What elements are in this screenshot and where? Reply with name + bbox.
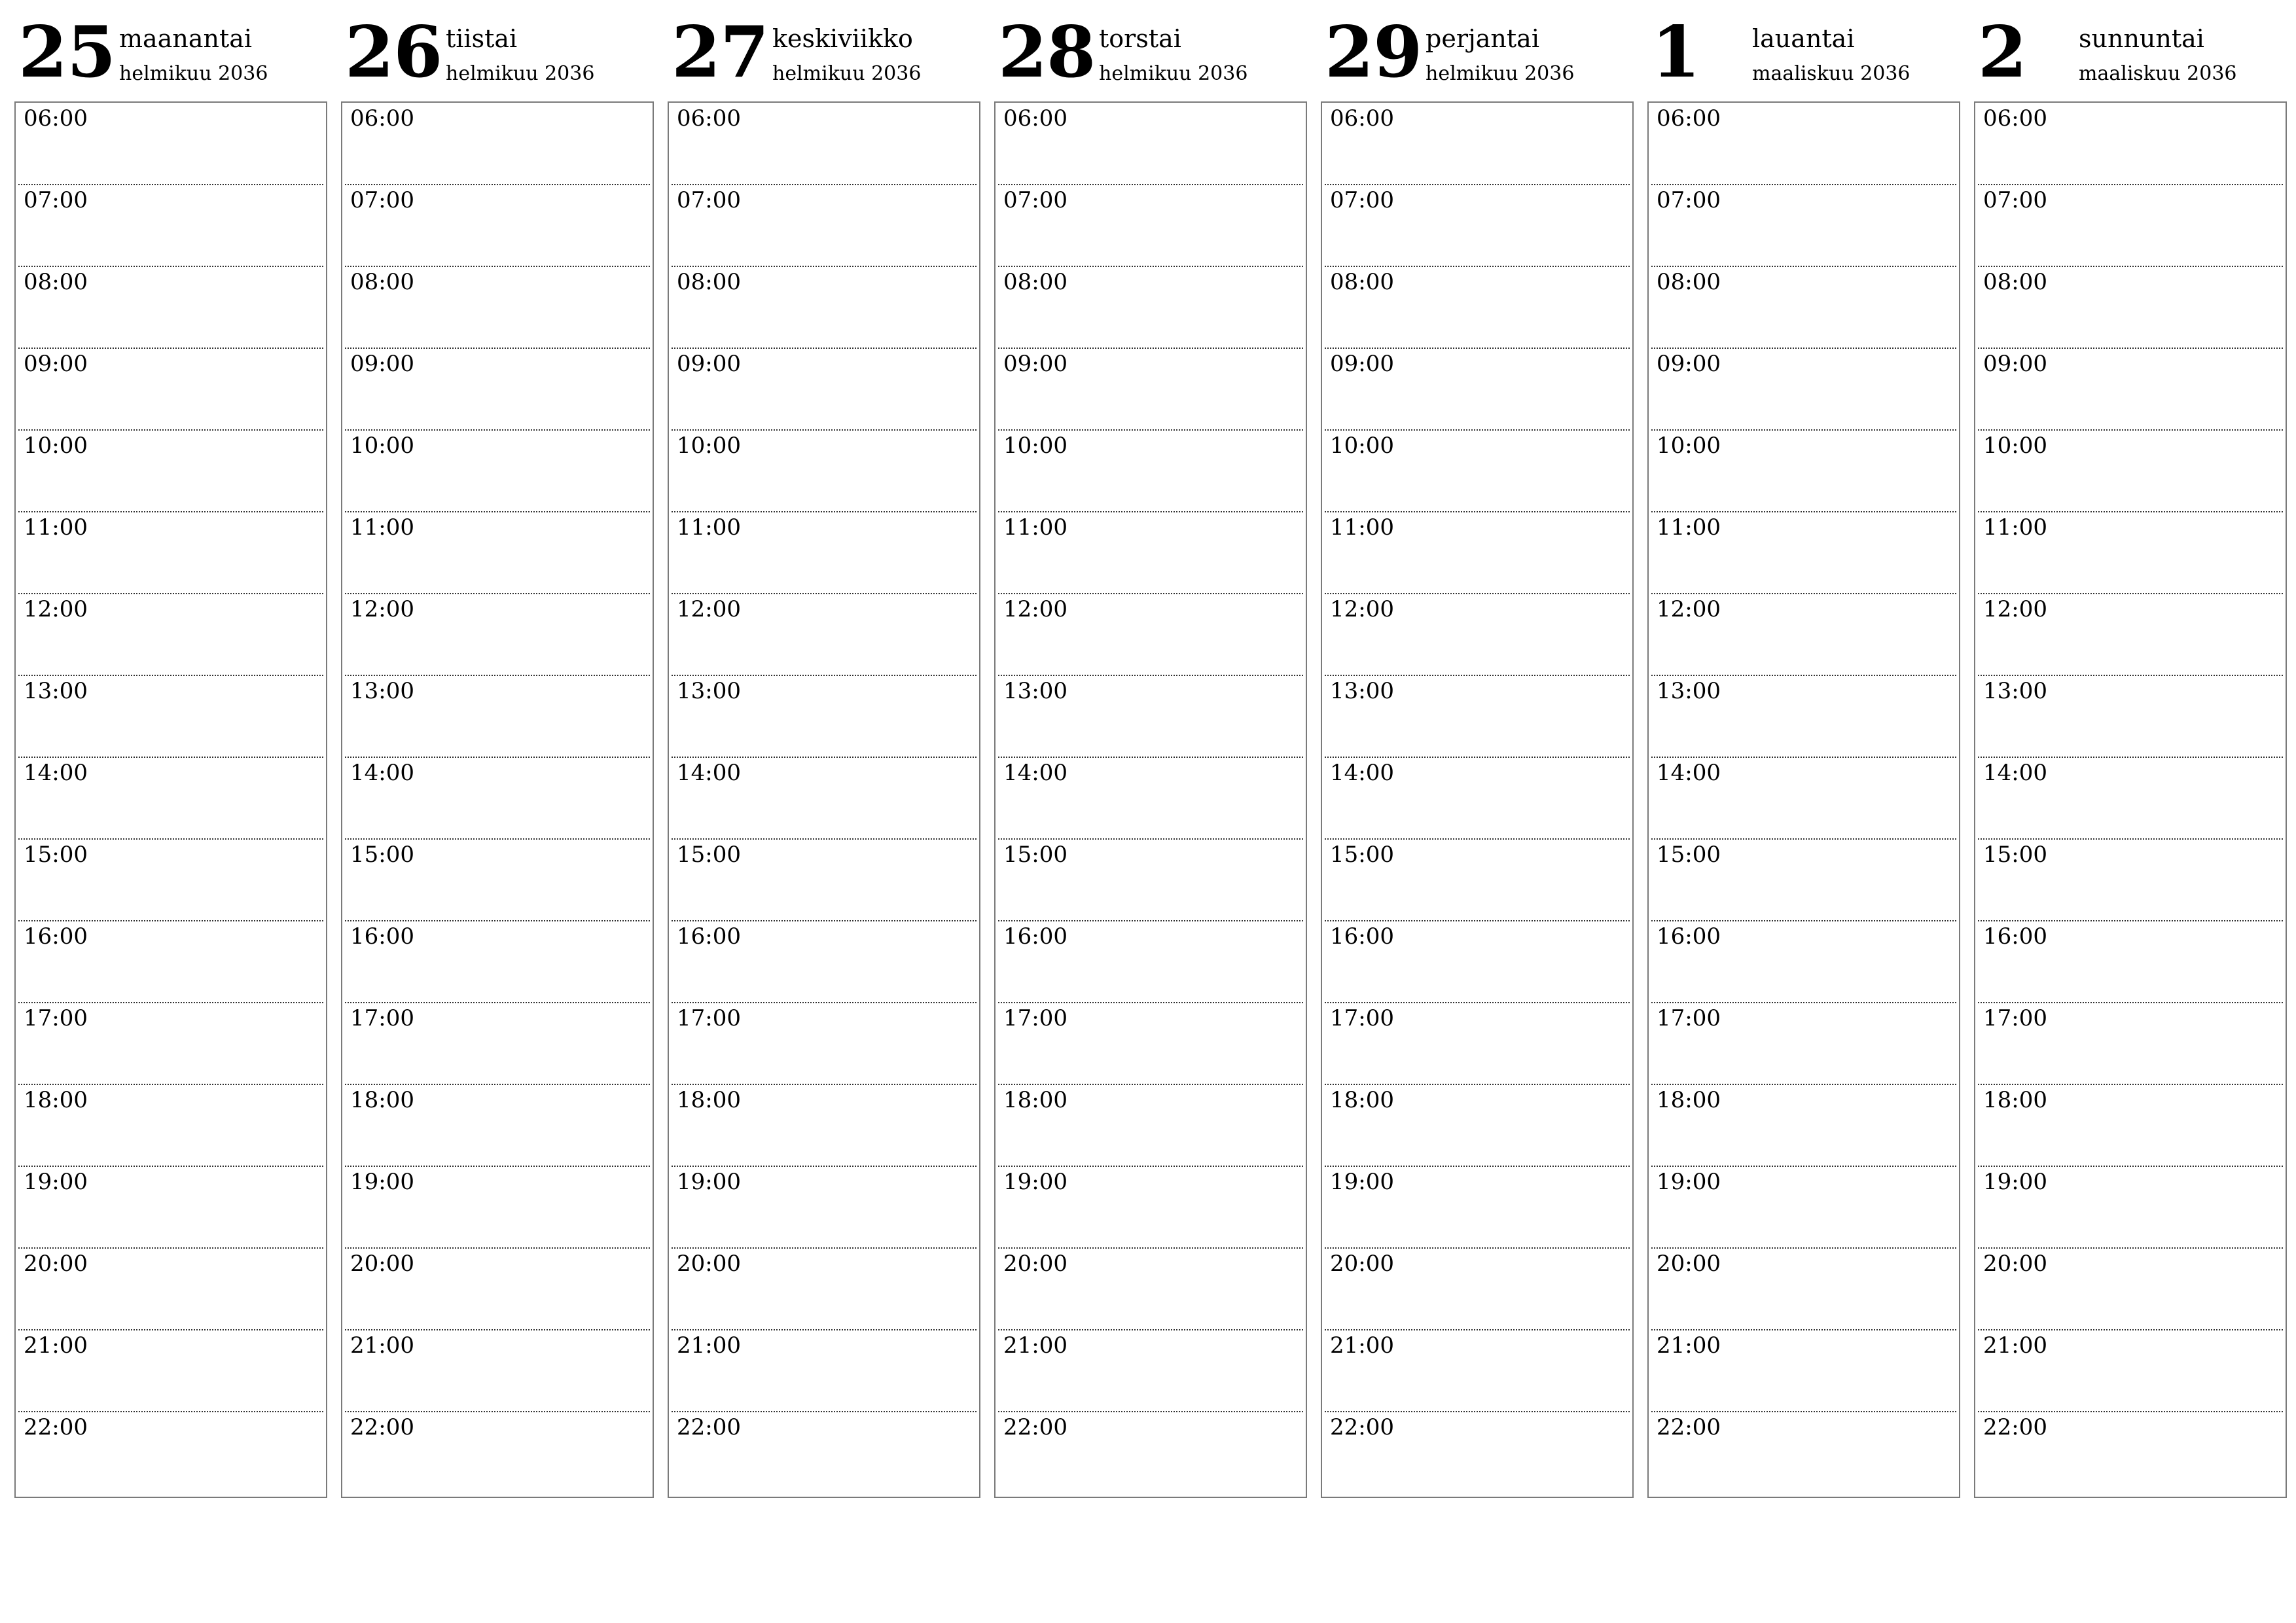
time-label: 22:00 bbox=[24, 1414, 88, 1440]
time-label: 14:00 bbox=[1983, 760, 2047, 786]
day-header bbox=[14, 0, 327, 101]
day-schedule-box bbox=[1321, 101, 1634, 1498]
time-slot[interactable] bbox=[16, 1330, 326, 1412]
time-slot[interactable] bbox=[342, 512, 653, 594]
time-label: 16:00 bbox=[24, 923, 88, 950]
time-slot[interactable] bbox=[996, 1330, 1306, 1412]
time-label: 08:00 bbox=[24, 269, 88, 295]
time-label: 18:00 bbox=[24, 1087, 88, 1113]
time-slot[interactable] bbox=[342, 266, 653, 348]
day-number: 25 bbox=[18, 11, 116, 94]
time-slot[interactable] bbox=[996, 675, 1306, 757]
month-year-label: helmikuu 2036 bbox=[446, 62, 595, 85]
time-label: 17:00 bbox=[1003, 1005, 1067, 1031]
time-label: 21:00 bbox=[1657, 1332, 1721, 1359]
time-label: 06:00 bbox=[350, 105, 414, 132]
day-column bbox=[1321, 0, 1634, 1440]
month-year-label: maaliskuu 2036 bbox=[2079, 62, 2237, 85]
time-label: 13:00 bbox=[1330, 678, 1394, 704]
time-label: 22:00 bbox=[1983, 1414, 2047, 1440]
time-label: 21:00 bbox=[677, 1332, 741, 1359]
time-slot[interactable] bbox=[1649, 1084, 1959, 1166]
time-label: 18:00 bbox=[350, 1087, 414, 1113]
time-slot[interactable] bbox=[996, 921, 1306, 1003]
time-label: 11:00 bbox=[1003, 514, 1067, 541]
time-label: 17:00 bbox=[24, 1005, 88, 1031]
day-schedule-box bbox=[1974, 101, 2287, 1498]
time-label: 14:00 bbox=[1657, 760, 1721, 786]
time-label: 08:00 bbox=[350, 269, 414, 295]
time-label: 19:00 bbox=[1657, 1169, 1721, 1195]
time-slot[interactable] bbox=[1649, 1003, 1959, 1084]
time-slot[interactable] bbox=[342, 594, 653, 675]
day-schedule-box bbox=[341, 101, 654, 1498]
time-slot[interactable] bbox=[1649, 1412, 1959, 1493]
time-label: 13:00 bbox=[677, 678, 741, 704]
time-slot[interactable] bbox=[1975, 757, 2286, 839]
month-year-label: helmikuu 2036 bbox=[119, 62, 268, 85]
time-slot[interactable] bbox=[1322, 512, 1632, 594]
time-slot[interactable] bbox=[996, 185, 1306, 266]
day-column bbox=[14, 0, 327, 1440]
time-label: 14:00 bbox=[350, 760, 414, 786]
time-label: 13:00 bbox=[24, 678, 88, 704]
time-slot[interactable] bbox=[669, 266, 979, 348]
time-slot[interactable] bbox=[16, 1166, 326, 1248]
time-label: 07:00 bbox=[24, 187, 88, 213]
time-label: 15:00 bbox=[1983, 842, 2047, 868]
time-slot[interactable] bbox=[342, 1248, 653, 1330]
time-slot[interactable] bbox=[1975, 675, 2286, 757]
time-slot[interactable] bbox=[16, 839, 326, 921]
time-label: 15:00 bbox=[350, 842, 414, 868]
time-slot[interactable] bbox=[669, 103, 979, 185]
time-slot[interactable] bbox=[342, 1412, 653, 1493]
time-slot[interactable] bbox=[1649, 348, 1959, 430]
time-slot[interactable] bbox=[996, 348, 1306, 430]
time-label: 22:00 bbox=[1003, 1414, 1067, 1440]
time-slot[interactable] bbox=[1322, 1003, 1632, 1084]
day-schedule-box bbox=[14, 101, 327, 1498]
time-label: 20:00 bbox=[24, 1251, 88, 1277]
time-slot[interactable] bbox=[1322, 103, 1632, 185]
time-slot[interactable] bbox=[996, 757, 1306, 839]
time-slot[interactable] bbox=[1322, 921, 1632, 1003]
time-label: 12:00 bbox=[1330, 596, 1394, 622]
time-slot[interactable] bbox=[342, 757, 653, 839]
time-slot[interactable] bbox=[1322, 1248, 1632, 1330]
time-slot[interactable] bbox=[669, 185, 979, 266]
time-slot[interactable] bbox=[342, 1084, 653, 1166]
time-label: 10:00 bbox=[1330, 433, 1394, 459]
time-label: 20:00 bbox=[350, 1251, 414, 1277]
time-label: 20:00 bbox=[1330, 1251, 1394, 1277]
time-slot[interactable] bbox=[996, 839, 1306, 921]
time-slot[interactable] bbox=[342, 185, 653, 266]
weekday-name: maanantai bbox=[119, 24, 253, 53]
time-slot[interactable] bbox=[1649, 185, 1959, 266]
time-label: 12:00 bbox=[1003, 596, 1067, 622]
month-year-label: maaliskuu 2036 bbox=[1752, 62, 1910, 85]
time-slot[interactable] bbox=[669, 1003, 979, 1084]
day-header bbox=[668, 0, 980, 101]
time-slot[interactable] bbox=[996, 512, 1306, 594]
time-label: 15:00 bbox=[24, 842, 88, 868]
time-label: 18:00 bbox=[1983, 1087, 2047, 1113]
time-label: 15:00 bbox=[1330, 842, 1394, 868]
time-slot[interactable] bbox=[669, 1084, 979, 1166]
time-label: 17:00 bbox=[1330, 1005, 1394, 1031]
time-slot[interactable] bbox=[1649, 266, 1959, 348]
time-label: 10:00 bbox=[677, 433, 741, 459]
time-slot[interactable] bbox=[1975, 594, 2286, 675]
time-label: 16:00 bbox=[350, 923, 414, 950]
time-label: 21:00 bbox=[350, 1332, 414, 1359]
time-slot[interactable] bbox=[996, 430, 1306, 512]
time-label: 12:00 bbox=[350, 596, 414, 622]
time-label: 13:00 bbox=[1657, 678, 1721, 704]
time-slot[interactable] bbox=[996, 1084, 1306, 1166]
time-slot[interactable] bbox=[1975, 1166, 2286, 1248]
time-slot[interactable] bbox=[16, 1084, 326, 1166]
time-label: 20:00 bbox=[1983, 1251, 2047, 1277]
time-label: 07:00 bbox=[1330, 187, 1394, 213]
time-slot[interactable] bbox=[342, 921, 653, 1003]
weekday-name: sunnuntai bbox=[2079, 24, 2204, 53]
time-label: 22:00 bbox=[677, 1414, 741, 1440]
day-number: 27 bbox=[672, 11, 769, 94]
time-label: 12:00 bbox=[1983, 596, 2047, 622]
time-label: 22:00 bbox=[1330, 1414, 1394, 1440]
day-column bbox=[668, 0, 980, 1440]
time-slot[interactable] bbox=[1975, 185, 2286, 266]
day-header bbox=[1974, 0, 2287, 101]
day-column bbox=[1974, 0, 2287, 1440]
time-label: 11:00 bbox=[1657, 514, 1721, 541]
time-label: 18:00 bbox=[677, 1087, 741, 1113]
day-number: 1 bbox=[1651, 11, 1700, 94]
time-label: 16:00 bbox=[677, 923, 741, 950]
time-slot[interactable] bbox=[342, 430, 653, 512]
day-header bbox=[1647, 0, 1960, 101]
time-label: 16:00 bbox=[1983, 923, 2047, 950]
time-slot[interactable] bbox=[669, 839, 979, 921]
time-label: 20:00 bbox=[1003, 1251, 1067, 1277]
time-label: 17:00 bbox=[1983, 1005, 2047, 1031]
time-slot[interactable] bbox=[16, 921, 326, 1003]
time-label: 09:00 bbox=[24, 351, 88, 377]
time-label: 19:00 bbox=[1330, 1169, 1394, 1195]
day-header bbox=[994, 0, 1307, 101]
time-slot[interactable] bbox=[669, 594, 979, 675]
time-label: 11:00 bbox=[1983, 514, 2047, 541]
time-label: 21:00 bbox=[1330, 1332, 1394, 1359]
time-label: 18:00 bbox=[1003, 1087, 1067, 1113]
time-label: 08:00 bbox=[1003, 269, 1067, 295]
month-year-label: helmikuu 2036 bbox=[1426, 62, 1575, 85]
weekday-name: tiistai bbox=[446, 24, 518, 53]
day-column bbox=[341, 0, 654, 1440]
time-label: 14:00 bbox=[1330, 760, 1394, 786]
time-label: 07:00 bbox=[1003, 187, 1067, 213]
time-slot[interactable] bbox=[669, 921, 979, 1003]
time-label: 08:00 bbox=[1657, 269, 1721, 295]
time-label: 07:00 bbox=[350, 187, 414, 213]
time-slot[interactable] bbox=[669, 757, 979, 839]
time-slot[interactable] bbox=[342, 1003, 653, 1084]
weekday-name: torstai bbox=[1099, 24, 1181, 53]
time-slot[interactable] bbox=[996, 594, 1306, 675]
time-label: 11:00 bbox=[1330, 514, 1394, 541]
time-label: 09:00 bbox=[1657, 351, 1721, 377]
time-slot[interactable] bbox=[16, 1248, 326, 1330]
time-slot[interactable] bbox=[16, 675, 326, 757]
time-slot[interactable] bbox=[342, 1166, 653, 1248]
time-slot[interactable] bbox=[1975, 512, 2286, 594]
time-slot[interactable] bbox=[1649, 921, 1959, 1003]
time-slot[interactable] bbox=[1649, 430, 1959, 512]
time-label: 06:00 bbox=[1983, 105, 2047, 132]
time-slot[interactable] bbox=[342, 839, 653, 921]
time-slot[interactable] bbox=[1322, 757, 1632, 839]
time-slot[interactable] bbox=[1975, 103, 2286, 185]
time-slot[interactable] bbox=[1649, 839, 1959, 921]
time-label: 06:00 bbox=[677, 105, 741, 132]
time-slot[interactable] bbox=[1975, 839, 2286, 921]
time-slot[interactable] bbox=[1649, 594, 1959, 675]
time-slot[interactable] bbox=[1322, 430, 1632, 512]
time-label: 13:00 bbox=[1983, 678, 2047, 704]
time-slot[interactable] bbox=[1322, 1084, 1632, 1166]
time-slot[interactable] bbox=[996, 266, 1306, 348]
weekday-name: keskiviikko bbox=[772, 24, 913, 53]
time-slot[interactable] bbox=[1649, 1330, 1959, 1412]
time-slot[interactable] bbox=[669, 348, 979, 430]
time-label: 15:00 bbox=[1003, 842, 1067, 868]
time-label: 08:00 bbox=[677, 269, 741, 295]
time-slot[interactable] bbox=[1649, 675, 1959, 757]
month-year-label: helmikuu 2036 bbox=[1099, 62, 1248, 85]
time-label: 19:00 bbox=[1003, 1169, 1067, 1195]
time-slot[interactable] bbox=[1975, 1248, 2286, 1330]
time-slot[interactable] bbox=[342, 103, 653, 185]
time-slot[interactable] bbox=[1322, 1330, 1632, 1412]
time-label: 11:00 bbox=[677, 514, 741, 541]
day-schedule-box bbox=[994, 101, 1307, 1498]
time-label: 18:00 bbox=[1330, 1087, 1394, 1113]
time-label: 07:00 bbox=[677, 187, 741, 213]
time-slot[interactable] bbox=[1322, 1412, 1632, 1493]
time-label: 16:00 bbox=[1003, 923, 1067, 950]
time-slot[interactable] bbox=[669, 1412, 979, 1493]
time-slot[interactable] bbox=[1975, 430, 2286, 512]
time-slot[interactable] bbox=[16, 757, 326, 839]
time-label: 09:00 bbox=[1983, 351, 2047, 377]
time-label: 09:00 bbox=[677, 351, 741, 377]
time-label: 06:00 bbox=[1657, 105, 1721, 132]
time-slot[interactable] bbox=[1322, 839, 1632, 921]
time-slot[interactable] bbox=[16, 512, 326, 594]
time-slot[interactable] bbox=[16, 1412, 326, 1493]
time-slot[interactable] bbox=[996, 1166, 1306, 1248]
time-slot[interactable] bbox=[996, 1248, 1306, 1330]
time-slot[interactable] bbox=[1649, 512, 1959, 594]
time-label: 07:00 bbox=[1657, 187, 1721, 213]
day-schedule-box bbox=[1647, 101, 1960, 1498]
month-year-label: helmikuu 2036 bbox=[772, 62, 922, 85]
time-label: 06:00 bbox=[1330, 105, 1394, 132]
time-label: 12:00 bbox=[1657, 596, 1721, 622]
time-label: 13:00 bbox=[1003, 678, 1067, 704]
time-slot[interactable] bbox=[1322, 594, 1632, 675]
weekday-name: lauantai bbox=[1752, 24, 1855, 53]
time-slot[interactable] bbox=[16, 185, 326, 266]
day-header bbox=[1321, 0, 1634, 101]
time-label: 22:00 bbox=[1657, 1414, 1721, 1440]
day-schedule-box bbox=[668, 101, 980, 1498]
time-label: 08:00 bbox=[1983, 269, 2047, 295]
time-label: 21:00 bbox=[1003, 1332, 1067, 1359]
time-slot[interactable] bbox=[996, 103, 1306, 185]
time-label: 10:00 bbox=[1003, 433, 1067, 459]
time-slot[interactable] bbox=[669, 512, 979, 594]
time-slot[interactable] bbox=[342, 675, 653, 757]
time-slot[interactable] bbox=[1322, 266, 1632, 348]
time-slot[interactable] bbox=[16, 1003, 326, 1084]
time-label: 07:00 bbox=[1983, 187, 2047, 213]
time-label: 14:00 bbox=[1003, 760, 1067, 786]
time-slot[interactable] bbox=[669, 1330, 979, 1412]
time-slot[interactable] bbox=[16, 594, 326, 675]
time-slot[interactable] bbox=[1975, 1330, 2286, 1412]
time-label: 16:00 bbox=[1330, 923, 1394, 950]
time-label: 22:00 bbox=[350, 1414, 414, 1440]
time-label: 20:00 bbox=[1657, 1251, 1721, 1277]
time-label: 15:00 bbox=[1657, 842, 1721, 868]
time-slot[interactable] bbox=[996, 1412, 1306, 1493]
time-label: 09:00 bbox=[1003, 351, 1067, 377]
day-column bbox=[994, 0, 1307, 1440]
day-number: 29 bbox=[1325, 11, 1422, 94]
time-label: 10:00 bbox=[1983, 433, 2047, 459]
time-slot[interactable] bbox=[16, 103, 326, 185]
time-slot[interactable] bbox=[1322, 348, 1632, 430]
time-label: 15:00 bbox=[677, 842, 741, 868]
time-label: 17:00 bbox=[677, 1005, 741, 1031]
time-slot[interactable] bbox=[1322, 675, 1632, 757]
time-label: 12:00 bbox=[24, 596, 88, 622]
time-label: 13:00 bbox=[350, 678, 414, 704]
time-label: 21:00 bbox=[1983, 1332, 2047, 1359]
time-label: 20:00 bbox=[677, 1251, 741, 1277]
time-label: 17:00 bbox=[1657, 1005, 1721, 1031]
time-label: 09:00 bbox=[350, 351, 414, 377]
time-label: 10:00 bbox=[1657, 433, 1721, 459]
time-slot[interactable] bbox=[16, 266, 326, 348]
time-slot[interactable] bbox=[1975, 1003, 2286, 1084]
time-slot[interactable] bbox=[1322, 185, 1632, 266]
time-label: 14:00 bbox=[677, 760, 741, 786]
weekday-name: perjantai bbox=[1426, 24, 1539, 53]
time-label: 19:00 bbox=[350, 1169, 414, 1195]
time-slot[interactable] bbox=[16, 348, 326, 430]
day-header bbox=[341, 0, 654, 101]
time-label: 16:00 bbox=[1657, 923, 1721, 950]
time-label: 11:00 bbox=[24, 514, 88, 541]
time-slot[interactable] bbox=[1975, 348, 2286, 430]
time-slot[interactable] bbox=[1975, 266, 2286, 348]
time-label: 06:00 bbox=[1003, 105, 1067, 132]
time-slot[interactable] bbox=[1322, 1166, 1632, 1248]
time-label: 17:00 bbox=[350, 1005, 414, 1031]
time-slot[interactable] bbox=[1975, 1412, 2286, 1493]
time-slot[interactable] bbox=[669, 1248, 979, 1330]
time-label: 19:00 bbox=[1983, 1169, 2047, 1195]
day-number: 26 bbox=[345, 11, 442, 94]
time-label: 12:00 bbox=[677, 596, 741, 622]
time-slot[interactable] bbox=[669, 1166, 979, 1248]
time-slot[interactable] bbox=[1649, 1248, 1959, 1330]
time-slot[interactable] bbox=[16, 430, 326, 512]
day-column bbox=[1647, 0, 1960, 1440]
time-slot[interactable] bbox=[1649, 1166, 1959, 1248]
time-slot[interactable] bbox=[996, 1003, 1306, 1084]
day-number: 28 bbox=[998, 11, 1096, 94]
day-number: 2 bbox=[1978, 11, 2027, 94]
time-label: 10:00 bbox=[350, 433, 414, 459]
time-label: 08:00 bbox=[1330, 269, 1394, 295]
time-label: 14:00 bbox=[24, 760, 88, 786]
time-label: 11:00 bbox=[350, 514, 414, 541]
time-label: 06:00 bbox=[24, 105, 88, 132]
time-slot[interactable] bbox=[669, 675, 979, 757]
time-label: 19:00 bbox=[677, 1169, 741, 1195]
time-slot[interactable] bbox=[669, 430, 979, 512]
time-slot[interactable] bbox=[1975, 921, 2286, 1003]
time-slot[interactable] bbox=[1975, 1084, 2286, 1166]
time-label: 19:00 bbox=[24, 1169, 88, 1195]
time-label: 18:00 bbox=[1657, 1087, 1721, 1113]
time-slot[interactable] bbox=[1649, 757, 1959, 839]
time-slot[interactable] bbox=[342, 1330, 653, 1412]
time-slot[interactable] bbox=[1649, 103, 1959, 185]
time-label: 10:00 bbox=[24, 433, 88, 459]
time-slot[interactable] bbox=[342, 348, 653, 430]
time-label: 09:00 bbox=[1330, 351, 1394, 377]
time-label: 21:00 bbox=[24, 1332, 88, 1359]
